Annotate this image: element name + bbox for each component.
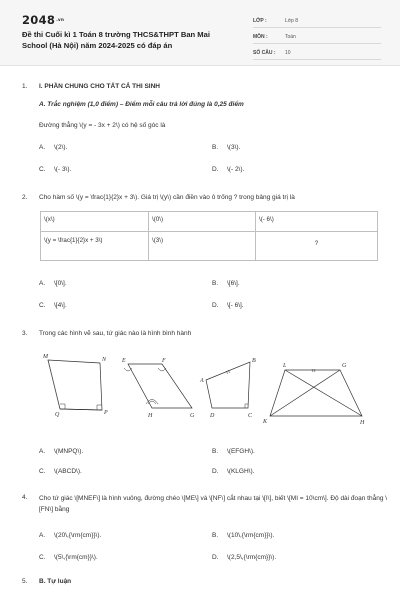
- option-label: A.: [39, 532, 46, 539]
- option-label: C.: [39, 166, 46, 173]
- option-text: \[- 6\].: [227, 302, 244, 309]
- vertex-label: B: [252, 358, 256, 364]
- value-table: [40, 211, 378, 261]
- figure-efgh: [124, 364, 192, 408]
- table-cell-blank: [256, 232, 378, 261]
- vertex-label: N: [102, 357, 107, 363]
- subsection-heading: A. Trắc nghiệm (1,0 điểm) – Điểm mỗi câu trả lời đúng là 0,25 điểm: [39, 101, 244, 108]
- meta-value: 10: [285, 50, 291, 56]
- option-text: \(10\,{\rm{cm}}\).: [227, 532, 275, 539]
- option-d[interactable]: [212, 468, 254, 475]
- figure-mnpq: [48, 360, 102, 410]
- option-label: D.: [212, 554, 219, 561]
- option-label: C.: [39, 554, 46, 561]
- table-row: [41, 232, 378, 261]
- question-text: Cho hàm số \(y = \frac{1}{2}x + 3\). Giá trị \(y\) cần điền vào ô trống ? trong bảng giá trị là: [39, 194, 295, 201]
- table-row: [41, 212, 378, 232]
- option-text: \(- 3\).: [54, 166, 72, 173]
- option-text: \(MNPQ\).: [54, 448, 84, 455]
- vertex-label: F: [162, 358, 166, 364]
- site-logo[interactable]: [22, 13, 64, 27]
- option-text: \(5\,{\rm{cm}}\).: [54, 554, 98, 561]
- meta-value: Lớp 8: [285, 18, 299, 24]
- option-c[interactable]: [39, 554, 98, 561]
- vertex-label: H: [360, 420, 365, 426]
- vertex-label: G: [342, 363, 347, 369]
- option-text: \[0\].: [54, 280, 67, 287]
- vertex-label: C: [248, 413, 253, 419]
- figure-abcd: [206, 362, 250, 408]
- option-label: B.: [212, 280, 219, 287]
- option-c[interactable]: [39, 166, 71, 173]
- option-a[interactable]: [39, 448, 83, 455]
- meta-row-class: [253, 15, 381, 28]
- section-heading: B. Tự luận: [39, 578, 72, 585]
- question-text: Trong các hình vẽ sau, tứ giác nào là hình bình hành: [39, 330, 192, 337]
- option-label: C.: [39, 468, 46, 475]
- vertex-label: D: [210, 413, 215, 419]
- table-cell: \(y = \frac{1}{2}x + 3\): [41, 232, 149, 261]
- figure-klgh: [270, 369, 362, 416]
- meta-key: LỚP :: [253, 18, 267, 24]
- option-c[interactable]: [39, 302, 67, 309]
- option-b[interactable]: [212, 144, 240, 151]
- option-text: \(20\,{\rm{cm}}\).: [54, 532, 102, 539]
- table-cell: \(0\): [149, 212, 256, 232]
- vertex-label: M: [43, 354, 48, 360]
- option-label: A.: [39, 280, 46, 287]
- meta-value: Toán: [285, 34, 296, 40]
- option-b[interactable]: [212, 280, 240, 287]
- question-number: 4.: [22, 494, 28, 501]
- question-text: Cho tứ giác \[MNEF\] là hình vuông, đường chéo \[ME\] và \[NF\] cắt nhau tại \[I\], biết \[MI = 10\cm\]. Độ dài đoạn thẳng \[FN\] bằng: [39, 495, 388, 513]
- option-label: B.: [212, 144, 219, 151]
- logo-text: 2048: [22, 13, 56, 27]
- meta-row-question-count: [253, 47, 381, 60]
- vertex-label: L: [283, 363, 287, 369]
- meta-key: SỐ CÂU :: [253, 50, 276, 56]
- figures-svg: [40, 350, 370, 430]
- meta-key: MÔN :: [253, 34, 268, 40]
- logo-suffix: .vn: [56, 17, 65, 22]
- option-label: A.: [39, 448, 46, 455]
- table-cell: \(x\): [41, 212, 149, 232]
- vertex-label: E: [122, 358, 126, 364]
- option-b[interactable]: [212, 532, 274, 539]
- option-label: D.: [212, 166, 219, 173]
- table-cell: \(- 6\): [256, 212, 378, 232]
- option-text: \(2,5\,{\rm{cm}}\).: [227, 554, 277, 561]
- option-a[interactable]: [39, 280, 67, 287]
- option-text: \(2\).: [54, 144, 68, 151]
- vertex-label: A: [200, 378, 204, 384]
- vertex-label: K: [263, 419, 268, 425]
- option-a[interactable]: [39, 532, 101, 539]
- question-text: Đường thẳng \(y = - 3x + 2\) có hệ số góc là: [39, 122, 166, 129]
- option-d[interactable]: [212, 166, 244, 173]
- option-c[interactable]: [39, 468, 82, 475]
- option-text: \(EFGH\).: [227, 448, 255, 455]
- table-cell: \(3\): [149, 232, 256, 261]
- question-number: 2.: [22, 194, 28, 201]
- vertex-label: G: [190, 413, 195, 419]
- option-d[interactable]: [212, 302, 244, 309]
- option-label: B.: [212, 448, 219, 455]
- meta-row-subject: [253, 31, 381, 44]
- vertex-label: H: [148, 413, 153, 419]
- option-label: D.: [212, 302, 219, 309]
- vertex-label: P: [104, 410, 108, 416]
- exam-meta: [253, 15, 381, 63]
- vertex-label: Q: [55, 412, 60, 418]
- exam-title: Đề thi Cuối kì 1 Toán 8 trường THCS&THPT Ban Mai School (Hà Nội) năm 2024-2025 có đáp án: [22, 30, 210, 50]
- option-label: B.: [212, 532, 219, 539]
- option-label: C.: [39, 302, 46, 309]
- option-text: \(- 2\).: [227, 166, 245, 173]
- quadrilateral-figures: [40, 350, 370, 430]
- option-label: D.: [212, 468, 219, 475]
- option-text: \(ABCD\).: [54, 468, 82, 475]
- option-text: \[6\].: [227, 280, 240, 287]
- option-b[interactable]: [212, 448, 255, 455]
- question-number: 3.: [22, 330, 28, 337]
- question-number: 5.: [22, 578, 28, 585]
- option-text: \(3\).: [227, 144, 241, 151]
- blank-marker: ?: [314, 240, 319, 247]
- option-text: \(KLGH\).: [227, 468, 255, 475]
- section-heading: I. PHẦN CHUNG CHO TẤT CẢ THI SINH: [39, 83, 160, 90]
- option-a[interactable]: [39, 144, 67, 151]
- figure-labels: [42, 354, 365, 426]
- exam-header: [0, 0, 400, 66]
- option-d[interactable]: [212, 554, 276, 561]
- option-text: \[4\].: [54, 302, 67, 309]
- question-number: 1.: [22, 83, 28, 90]
- option-label: A.: [39, 144, 46, 151]
